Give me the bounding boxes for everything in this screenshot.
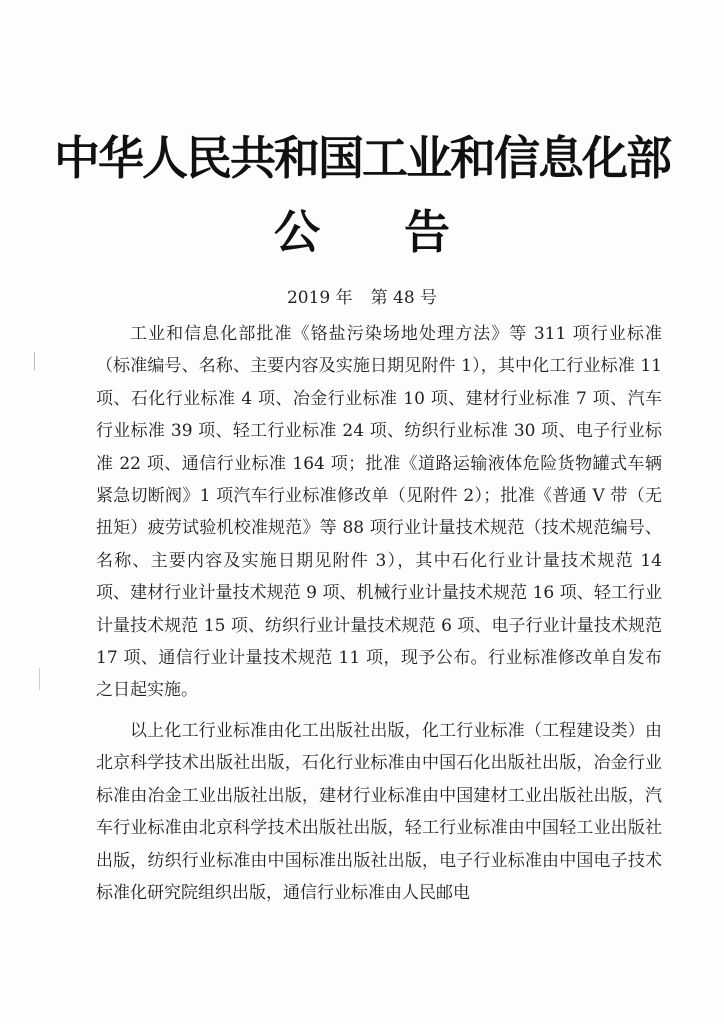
ministry-title: 中华人民共和国工业和信息化部 <box>54 131 670 185</box>
body-paragraph: 工业和信息化部批准《铬盐污染场地处理方法》等 311 项行业标准（标准编号、名称、主要内容及实施日期见附件 1），其中化工行业标准 11 项、石化行业标准 4 项、冶金行业标准 10 项、建材行业标准 7 项、汽车行业标准 39 项、轻工行业标准 24 项、纺织行业标准 30 项、电子行业标准 22 项、通信行业标准 164 项；批准《道路运输液体危险货物罐式车辆紧急切断阀》1 项汽车行业标准修改单（见附件 2）；批准《普通 V 带（无扭矩）疲劳试验机校准规范》等 88 项行业计量技术规范（技术规范编号、名称、主要内容及实施日期见附件 3），其中石化行业计量技术规范 14 项、建材行业计量技术规范 9 项、机械行业计量技术规范 16 项、轻工行业计量技术规范 15 项、纺织行业计量技术规范 6 项、电子行业计量技术规范 17 项、通信行业计量技术规范 11 项，现予公布。行业标准修改单自发布之日起实施。 <box>96 324 662 701</box>
announcement-heading-char: 公 <box>274 205 320 259</box>
scan-mark <box>39 668 40 690</box>
scan-mark <box>34 352 35 370</box>
announcement-body <box>96 318 662 909</box>
body-paragraph: 以上化工行业标准由化工出版社出版，化工行业标准（工程建设类）由北京科学技术出版社出版，石化行业标准由中国石化出版社出版，冶金行业标准由冶金工业出版社出版，建材行业标准由中国建材工业出版社出版，汽车行业标准由北京科学技术出版社出版，轻工行业标准由中国轻工业出版社出版，纺织行业标准由中国标准出版社出版，电子行业标准由中国电子技术标准化研究院组织出版，通信行业标准由人民邮电 <box>96 720 662 903</box>
announcement-heading <box>0 200 724 264</box>
announcement-issue: 第 48 号 <box>370 288 438 308</box>
announcement-year: 2019 年 <box>286 288 353 308</box>
announcement-heading-char: 告 <box>404 205 450 259</box>
announcement-number <box>0 286 724 310</box>
